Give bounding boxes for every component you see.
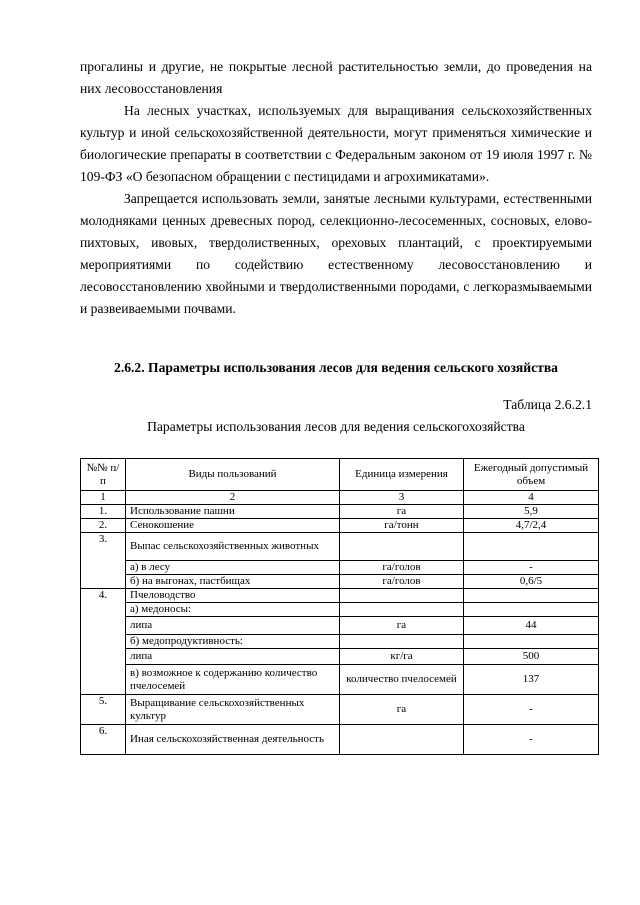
- row-value: [464, 589, 599, 603]
- table-row: [81, 725, 599, 755]
- paragraph-2: На лесных участках, используемых для выращивания сельскохозяйственных культур и иной сельскохозяйственной деятельности, могут применяться химические и биологические препараты в соответствии с Федеральным законом от 19 июля 1997 г. № 109-ФЗ «О безопасном обращении с пестицидами и агрохимикатами».: [80, 103, 592, 184]
- body-text: [80, 56, 592, 320]
- row-value: 500: [464, 649, 599, 665]
- header-unit: Единица измерения: [340, 459, 464, 491]
- row-value: 5,9: [464, 505, 599, 519]
- row-name: Пчеловодство: [126, 589, 340, 603]
- table-row: [81, 617, 599, 635]
- row-unit: [340, 603, 464, 617]
- row-unit: га: [340, 617, 464, 635]
- col-number: 2: [126, 491, 340, 505]
- table-number: Таблица 2.6.2.1: [503, 397, 592, 412]
- row-num: 6.: [81, 725, 126, 755]
- row-value: -: [464, 561, 599, 575]
- table-row: [81, 589, 599, 603]
- col-number: 3: [340, 491, 464, 505]
- row-value: 0,6/5: [464, 575, 599, 589]
- row-name: Выращивание сельскохозяйственных культур: [126, 695, 340, 725]
- usage-parameters-table: [80, 458, 599, 755]
- table-row: [81, 695, 599, 725]
- row-unit: [340, 725, 464, 755]
- header-usage-type: Виды пользований: [126, 459, 340, 491]
- row-num: 4.: [81, 589, 126, 695]
- row-num: 1.: [81, 505, 126, 519]
- table-header-row: [81, 459, 599, 491]
- header-annual-volume: Ежегодный допустимый объем: [464, 459, 599, 491]
- row-unit: [340, 635, 464, 649]
- row-unit: количество пчелосемей: [340, 665, 464, 695]
- row-value: 4,7/2,4: [464, 519, 599, 533]
- row-num: 3.: [81, 533, 126, 589]
- row-value: [464, 635, 599, 649]
- table-row: [81, 519, 599, 533]
- col-number: 1: [81, 491, 126, 505]
- row-name: в) возможное к содержанию количество пчелосемей: [126, 665, 340, 695]
- row-value: 44: [464, 617, 599, 635]
- row-unit: га/тонн: [340, 519, 464, 533]
- row-value: 137: [464, 665, 599, 695]
- row-name: Использование пашни: [126, 505, 340, 519]
- section-heading: 2.6.2. Параметры использования лесов для ведения сельского хозяйства: [114, 360, 558, 375]
- row-name: Сенокошение: [126, 519, 340, 533]
- row-num: 5.: [81, 695, 126, 725]
- row-unit: кг/га: [340, 649, 464, 665]
- table-row: [81, 665, 599, 695]
- table-row: [81, 635, 599, 649]
- col-number: 4: [464, 491, 599, 505]
- table-title: Параметры использования лесов для ведения сельскогохозяйства: [147, 419, 525, 434]
- paragraph-1: прогалины и другие, не покрытые лесной растительностью земли, до проведения на них лесовосстановления: [80, 59, 592, 96]
- table-row: [81, 505, 599, 519]
- table-row: [81, 603, 599, 617]
- row-value: [464, 603, 599, 617]
- row-unit: га/голов: [340, 575, 464, 589]
- table-column-number-row: [81, 491, 599, 505]
- table-row: [81, 561, 599, 575]
- table-row: [81, 575, 599, 589]
- row-unit: га: [340, 695, 464, 725]
- row-name: а) в лесу: [126, 561, 340, 575]
- row-num: 2.: [81, 519, 126, 533]
- row-name: липа: [126, 617, 340, 635]
- row-unit: [340, 589, 464, 603]
- row-unit: га/голов: [340, 561, 464, 575]
- row-name: Выпас сельскохозяйственных животных: [126, 533, 340, 561]
- row-unit: га: [340, 505, 464, 519]
- row-value: -: [464, 695, 599, 725]
- row-unit: [340, 533, 464, 561]
- table-row: [81, 533, 599, 561]
- row-value: [464, 533, 599, 561]
- paragraph-3: Запрещается использовать земли, занятые лесными культурами, естественными молодняками ценных древесных пород, селекционно-лесосеменных, сосновых, елово-пихтовых, ивовых, твердолиственных, ореховых плантаций, с проектируемыми мероприятиями по содействию естественному лесовосстановлению и лесовосстановлению хвойными и твердолиственными породами, с легкоразмываемыми и развеиваемыми почвами.: [80, 191, 592, 316]
- row-value: -: [464, 725, 599, 755]
- table-row: [81, 649, 599, 665]
- header-num: №№ п/п: [81, 459, 126, 491]
- row-name: б) медопродуктивность:: [126, 635, 340, 649]
- row-name: Иная сельскохозяйственная деятельность: [126, 725, 340, 755]
- row-name: б) на выгонах, пастбищах: [126, 575, 340, 589]
- row-name: липа: [126, 649, 340, 665]
- row-name: а) медоносы:: [126, 603, 340, 617]
